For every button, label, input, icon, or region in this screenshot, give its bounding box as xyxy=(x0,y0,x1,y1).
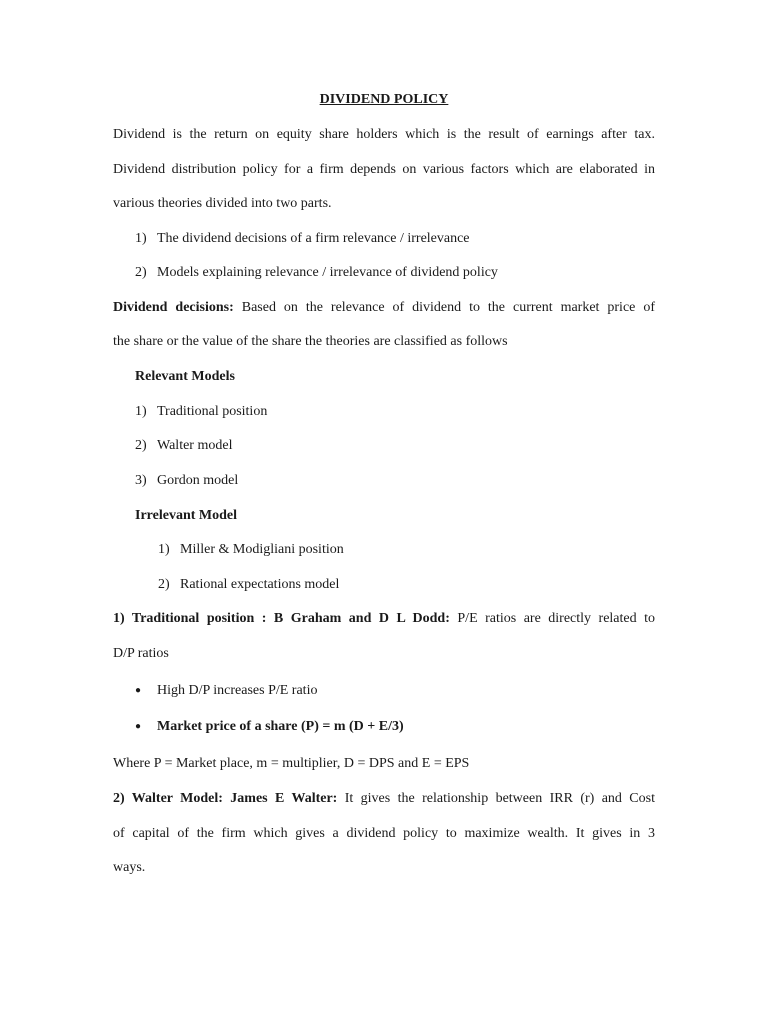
list-item-text: Traditional position xyxy=(157,404,268,419)
intro-line-1: Dividend is the return on equity share holders which is the result of earnings after tax. xyxy=(113,127,655,142)
bullet-item-2 xyxy=(135,718,404,736)
walter-line-3: ways. xyxy=(113,860,146,875)
list-number: 2) xyxy=(135,438,147,453)
irrelevant-heading: Irrelevant Model xyxy=(135,508,237,523)
list-number: 1) xyxy=(135,404,147,419)
parts-item-2 xyxy=(135,264,498,282)
bullet-icon: ● xyxy=(135,685,142,696)
decisions-line-2: the share or the value of the share the theories are classified as follows xyxy=(113,334,508,349)
decisions-line-1 xyxy=(113,299,655,317)
decisions-text: Based on the relevance of dividend to the current market price of xyxy=(241,300,655,315)
parts-item-1 xyxy=(135,230,470,248)
page-title: DIVIDEND POLICY xyxy=(319,92,449,107)
list-item-text: Miller & Modigliani position xyxy=(180,542,344,557)
list-item-text: Gordon model xyxy=(157,473,239,488)
traditional-line-1 xyxy=(113,610,655,628)
intro-line-2: Dividend distribution policy for a firm depends on various factors which are elaborated in xyxy=(113,162,655,177)
list-item-text: Walter model xyxy=(157,438,233,453)
where-line: Where P = Market place, m = multiplier, D = DPS and E = EPS xyxy=(113,756,470,771)
bullet-item-1 xyxy=(135,682,317,700)
bullet-text: Market price of a share (P) = m (D + E/3) xyxy=(157,719,404,734)
irrelevant-item-1 xyxy=(158,541,344,559)
traditional-line-2: D/P ratios xyxy=(113,646,169,661)
list-number: 3) xyxy=(135,473,147,488)
bullet-text: High D/P increases P/E ratio xyxy=(157,683,318,698)
relevant-item-2 xyxy=(135,437,232,455)
list-number: 2) xyxy=(135,265,147,280)
list-item-text: Models explaining relevance / irrelevance of dividend policy xyxy=(157,265,498,280)
walter-label: 2) Walter Model: James E Walter: xyxy=(113,791,338,806)
walter-line-1 xyxy=(113,790,655,808)
intro-line-3: various theories divided into two parts. xyxy=(113,196,332,211)
list-number: 1) xyxy=(158,542,170,557)
list-number: 1) xyxy=(135,231,147,246)
relevant-item-3 xyxy=(135,472,238,490)
list-number: 2) xyxy=(158,577,170,592)
bullet-icon: ● xyxy=(135,721,142,732)
walter-text: It gives the relationship between IRR (r) and Cost xyxy=(344,791,655,806)
decisions-label: Dividend decisions: xyxy=(113,300,234,315)
irrelevant-item-2 xyxy=(158,576,339,594)
list-item-text: The dividend decisions of a firm relevance / irrelevance xyxy=(157,231,470,246)
traditional-text: P/E ratios are directly related to xyxy=(457,611,656,626)
list-item-text: Rational expectations model xyxy=(180,577,340,592)
walter-line-2: of capital of the firm which gives a dividend policy to maximize wealth. It gives in 3 xyxy=(113,826,655,841)
relevant-item-1 xyxy=(135,403,267,421)
traditional-label: 1) Traditional position : B Graham and D L Dodd: xyxy=(113,611,450,626)
relevant-heading: Relevant Models xyxy=(135,369,235,384)
